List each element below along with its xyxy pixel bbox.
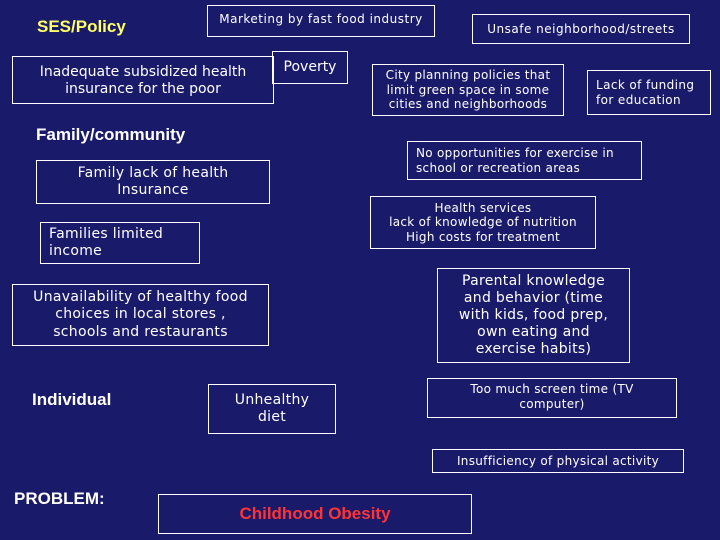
box-unavailability-healthy-food: Unavailability of healthy food choices in local stores , schools and restaurants bbox=[12, 284, 269, 346]
box-city-planning: City planning policies that limit green space in some cities and neighborhoods bbox=[372, 64, 564, 116]
box-parental-knowledge: Parental knowledge and behavior (time with kids, food prep, own eating and exercise habits) bbox=[437, 268, 630, 363]
box-inadequate-insurance: Inadequate subsidized health insurance for the poor bbox=[12, 56, 274, 104]
heading-problem: PROBLEM: bbox=[14, 489, 105, 508]
box-health-services: Health services lack of knowledge of nutrition High costs for treatment bbox=[370, 196, 596, 249]
box-insufficiency-physical-activity: Insufficiency of physical activity bbox=[432, 449, 684, 473]
box-poverty: Poverty bbox=[272, 51, 348, 84]
box-lack-of-funding: Lack of funding for education bbox=[587, 70, 711, 115]
heading-ses-policy: SES/Policy bbox=[37, 17, 126, 36]
box-too-much-screen-time: Too much screen time (TV computer) bbox=[427, 378, 677, 418]
heading-family-community: Family/community bbox=[36, 125, 186, 144]
box-unhealthy-diet: Unhealthy diet bbox=[208, 384, 336, 434]
box-no-opportunities: No opportunities for exercise in school or recreation areas bbox=[407, 141, 642, 180]
box-childhood-obesity: Childhood Obesity bbox=[158, 494, 472, 534]
box-family-lack-insurance: Family lack of health Insurance bbox=[36, 160, 270, 204]
box-unsafe-neighborhood: Unsafe neighborhood/streets bbox=[472, 14, 690, 44]
heading-individual: Individual bbox=[32, 390, 112, 409]
box-marketing: Marketing by fast food industry bbox=[207, 5, 435, 37]
box-families-limited-income: Families limited income bbox=[40, 222, 200, 264]
